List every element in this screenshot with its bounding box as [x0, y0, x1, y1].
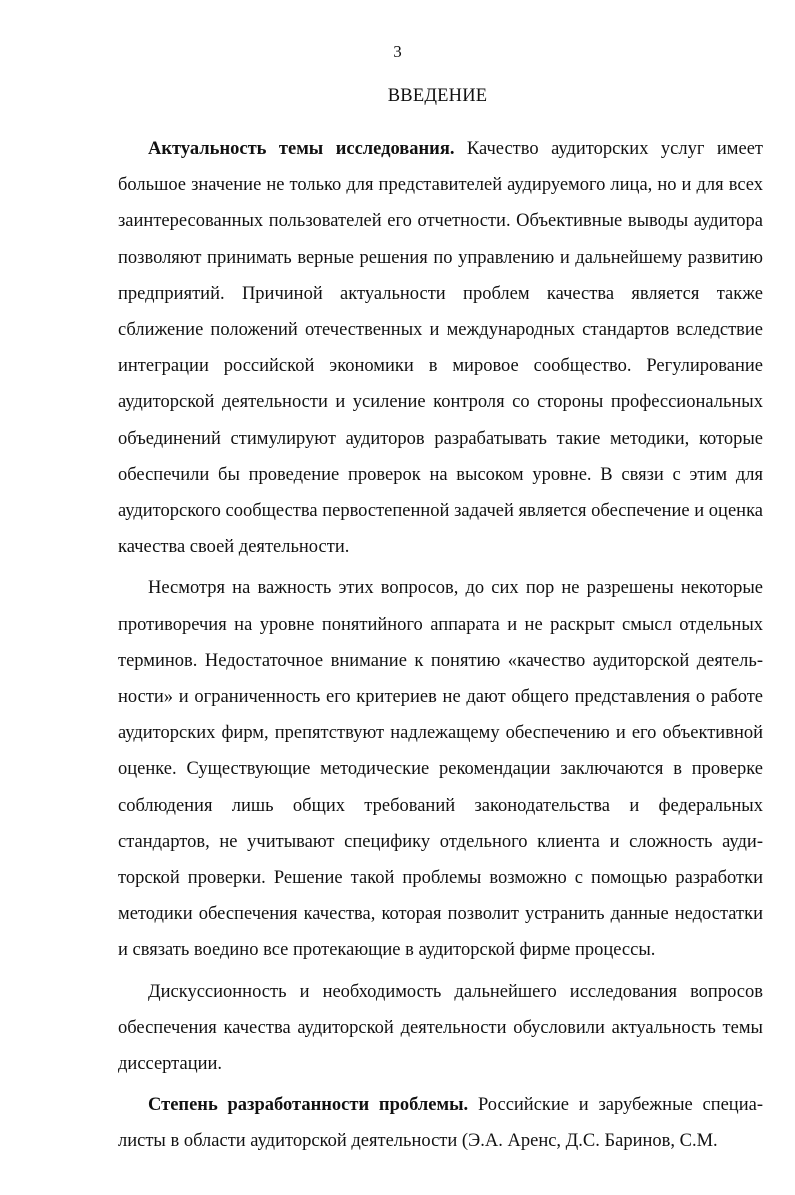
paragraph-contradictions	[118, 570, 763, 968]
paragraph-text: Несмотря на важность этих вопросов, до сих пор не разрешены некоторые противоречия на уровне понятийного аппарата и не раскрыт смысл отдельных терминов. Недостаточное внимание к понятию «качество аудиторской деятельности» и ограниченность его критериев не дают общего представления о работе аудиторских фирм, препятствуют надлежащему обеспечению и его объективной оценке. Существующие методические рекомендации заключаются в проверке соблюдения лишь общих требований законодательства и федеральных стандартов, не учитывают специфику отдельного клиента и сложность аудиторской проверки. Решение такой проблемы возможно с помощью разработки методики обеспечения качества, которая позволит устранить данные недостатки и связать воедино все протекающие в аудиторской фирме процессы.	[118, 578, 763, 961]
paragraph-discussion	[118, 974, 763, 1083]
paragraph-degree-of-development	[118, 1087, 763, 1159]
paragraph-lead: Степень разработанности проблемы.	[148, 1095, 469, 1116]
page-number: 3	[393, 42, 402, 61]
paragraph-text: Российские и зарубежные специалисты в области аудиторской деятельности (Э.А. Аренс, Д.С. Баринов, С.М.	[118, 1095, 763, 1152]
paragraph-lead: Актуальность темы исследования.	[148, 139, 455, 159]
paragraph-text: Дискуссионность и необходимость дальнейшего исследования вопросов обеспечения качества аудиторской деятельности обусловили актуальность темы диссертации.	[118, 981, 763, 1075]
body-text	[118, 131, 763, 1160]
section-heading: ВВЕДЕНИЕ	[387, 86, 488, 106]
paragraph-text: Качество аудиторских услуг имеет большое значение не только для представителей аудируемого лица, но и для всех заинтересованных пользователей его отчетности. Объективные выводы аудитора позволяют принимать верные решения по управлению и дальнейшему развитию предприятий. Причиной актуальности проблем качества является также сближение положений отечественных и международных стандартов вследствие интеграции российской экономики в мировое сообщество. Регулирование аудиторской деятельности и усиление контроля со стороны профессиональных объединений стимулируют аудиторов разрабатывать такие методики, которые обеспечили бы проведение проверок на высоком уровне. В связи с этим для аудиторского сообщества первостепенной задачей является обеспечение и оценка качества своей деятельности.	[118, 139, 764, 558]
paragraph-relevance	[118, 131, 763, 565]
